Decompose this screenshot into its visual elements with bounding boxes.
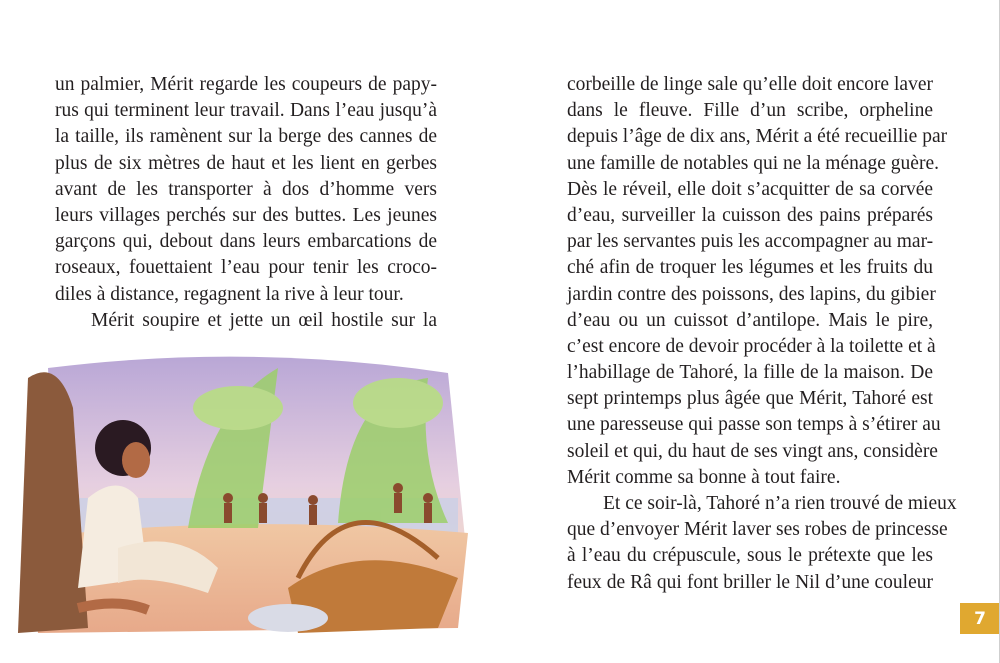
text-line: garçons qui, debout dans leurs embarcations de	[55, 231, 437, 253]
text-line: plus de six mètres de haut et les lient en gerbes	[55, 152, 437, 174]
text-line: leurs villages perchés sur des buttes. Les jeunes	[55, 204, 437, 226]
text-line: Mérit soupire et jette un œil hostile sur la	[91, 309, 437, 331]
text-line: la taille, ils ramènent sur la berge des cannes de	[55, 126, 437, 148]
text-line: Et ce soir-là, Tahoré n’a rien trouvé de mieux	[603, 493, 957, 514]
text-line: Mérit comme sa bonne à tout faire.	[567, 466, 841, 488]
text-line: par les servantes puis les accompagner au mar-	[567, 231, 934, 253]
text-line: l’habillage de Tahoré, la fille de la maison. De	[567, 362, 933, 384]
text-line: c’est encore de devoir procéder à la toilette et à	[567, 335, 936, 357]
text-line: diles à distance, regagnent la rive à leur tour.	[55, 283, 404, 305]
text-line: soleil et qui, du haut de ses vingt ans, considère	[567, 440, 938, 462]
text-line: corbeille de linge sale qu’elle doit encore laver	[567, 74, 933, 95]
text-line: avant de les transporter à dos d’homme vers	[55, 178, 437, 200]
text-line: ché afin de troquer les légumes et les fruits du	[567, 257, 933, 279]
text-line: d’eau, surveiller la cuisson des pains préparés	[567, 204, 933, 226]
text-line: une paresseuse qui passe son temps à s’étirer au	[567, 414, 941, 436]
text-line: à l’eau du crépuscule, sous le prétexte que les	[567, 545, 933, 567]
text-line: dans le fleuve. Fille d’un scribe, orpheline	[567, 100, 933, 122]
text-line: d’eau ou un cuissot d’antilope. Mais le pire,	[567, 309, 933, 331]
text-line: feux de Râ qui font briller le Nil d’une couleur	[567, 571, 933, 593]
text-line: depuis l’âge de dix ans, Mérit a été recueillie par	[567, 126, 948, 148]
text-line: une famille de notables qui ne la ménage guère.	[567, 152, 939, 174]
page-number-badge: 7	[960, 603, 1000, 634]
left-page-text	[55, 72, 437, 334]
text-line: que d’envoyer Mérit laver ses robes de princesse	[567, 519, 948, 541]
text-line: sept printemps plus âgée que Mérit, Tahoré est	[567, 388, 933, 410]
text-line: un palmier, Mérit regarde les coupeurs de papy-	[55, 74, 437, 95]
illustration-merit-papyrus	[18, 348, 474, 638]
text-line: rus qui terminent leur travail. Dans l’eau jusqu’à	[55, 100, 437, 122]
text-line: jardin contre des poissons, des lapins, du gibier	[567, 283, 936, 305]
right-page-text	[567, 72, 957, 596]
text-line: roseaux, fouettaient l’eau pour tenir les croco-	[55, 257, 437, 279]
text-line: Dès le réveil, elle doit s’acquitter de sa corvée	[567, 178, 933, 200]
